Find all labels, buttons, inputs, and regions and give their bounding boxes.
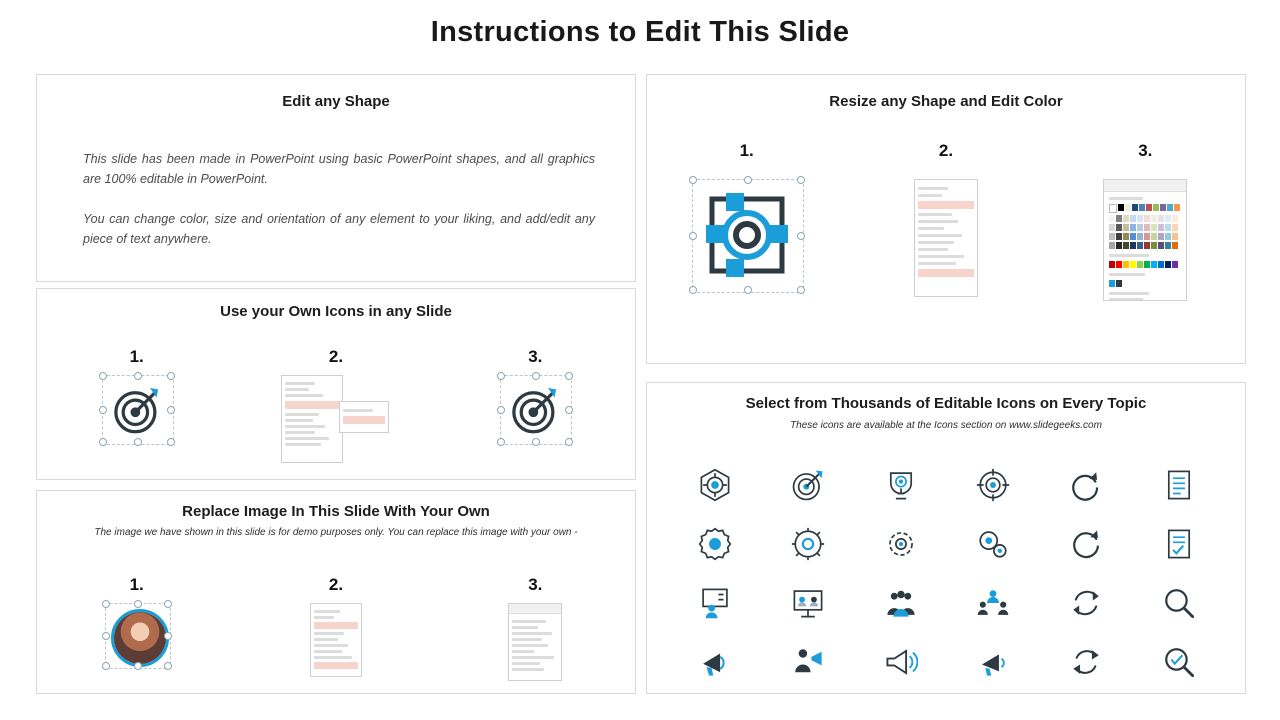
panel-own-icons xyxy=(36,288,636,480)
page-title: Instructions to Edit This Slide xyxy=(430,16,850,48)
announce-icon[interactable] xyxy=(976,645,1010,679)
step-number: 3. xyxy=(528,347,543,366)
target-arrow-icon[interactable] xyxy=(791,468,825,502)
step-number: 1. xyxy=(739,141,754,160)
panel-title-own-icons: Use your Own Icons in any Slide xyxy=(220,303,452,320)
gear-solid-icon[interactable] xyxy=(698,527,732,561)
person-speaker-icon[interactable] xyxy=(791,645,825,679)
replace-image-step-3 xyxy=(436,575,635,681)
step-number: 3. xyxy=(1138,141,1153,160)
checklist-document-icon[interactable] xyxy=(1162,527,1196,561)
sync-arrows-icon[interactable] xyxy=(1069,586,1103,620)
step-number: 1. xyxy=(129,347,144,366)
panel-icon-library xyxy=(646,382,1246,694)
portrait-photo xyxy=(111,609,169,667)
resize-shape-step-1 xyxy=(647,141,846,301)
own-icons-step-3 xyxy=(436,347,635,465)
icon-library-grid xyxy=(669,455,1225,691)
theme-colors-panel-mock[interactable] xyxy=(1103,179,1187,301)
step-number: 2. xyxy=(328,575,344,594)
portrait-photo-selected[interactable] xyxy=(105,603,169,667)
replace-image-step-2 xyxy=(236,575,435,681)
team-meeting-icon[interactable] xyxy=(976,586,1010,620)
resize-shape-steps xyxy=(647,141,1245,301)
panel-title-replace-image: Replace Image In This Slide With Your Own xyxy=(182,503,490,520)
selected-shape-mock[interactable] xyxy=(692,179,802,291)
puzzle-shape-icon xyxy=(692,179,802,291)
own-icons-steps xyxy=(37,347,635,465)
gears-pair-icon[interactable] xyxy=(976,527,1010,561)
target-scope-icon[interactable] xyxy=(976,468,1010,502)
panel-title-edit-shape: Edit any Shape xyxy=(282,93,390,110)
team-board-icon[interactable] xyxy=(791,586,825,620)
refresh-circle-icon[interactable] xyxy=(1069,527,1103,561)
target-trophy-icon[interactable] xyxy=(884,468,918,502)
search-check-icon[interactable] xyxy=(1162,645,1196,679)
edit-shape-paragraph-2: You can change color, size and orientation of any element to your liking, and add/edit any piece of text anywhere. xyxy=(83,212,595,246)
target-icon xyxy=(111,383,163,435)
replace-image-step-1 xyxy=(37,575,236,681)
context-menu-mock[interactable] xyxy=(914,179,978,297)
panel-edit-any-shape xyxy=(36,74,636,282)
resize-shape-step-3 xyxy=(1046,141,1245,301)
megaphone-icon[interactable] xyxy=(698,645,732,679)
target-crosshair-icon[interactable] xyxy=(698,468,732,502)
loudspeaker-icon[interactable] xyxy=(884,645,918,679)
format-picture-panel-mock[interactable] xyxy=(508,603,562,681)
own-icons-step-1 xyxy=(37,347,236,465)
cycle-arrows-icon[interactable] xyxy=(1069,645,1103,679)
target-icon-edited xyxy=(509,383,561,435)
step-number: 2. xyxy=(328,347,344,366)
panel-subtitle-replace-image: The image we have shown in this slide is for demo purposes only. You can replace this image with your own - xyxy=(94,527,578,538)
refresh-arrow-icon[interactable] xyxy=(1069,468,1103,502)
target-icon-selected[interactable] xyxy=(102,375,172,443)
panel-subtitle-icon-library: These icons are available at the Icons section on www.slidegeeks.com xyxy=(790,420,1102,431)
gear-outline-icon[interactable] xyxy=(791,527,825,561)
panel-title-icon-library: Select from Thousands of Editable Icons on Every Topic xyxy=(745,395,1147,412)
magnifier-icon[interactable] xyxy=(1162,586,1196,620)
panel-resize-shape xyxy=(646,74,1246,364)
step-number: 3. xyxy=(528,575,543,594)
context-menu-mock[interactable] xyxy=(281,375,391,465)
own-icons-step-2 xyxy=(236,347,435,465)
context-menu-mock[interactable] xyxy=(310,603,362,677)
step-number: 2. xyxy=(938,141,954,160)
target-icon-edited-selected[interactable] xyxy=(500,375,570,443)
document-list-icon[interactable] xyxy=(1162,468,1196,502)
resize-shape-step-2 xyxy=(846,141,1045,301)
replace-image-steps xyxy=(37,575,635,681)
edit-shape-paragraph-1: This slide has been made in PowerPoint using basic PowerPoint shapes, and all graphics are 100% editable in PowerPoint. xyxy=(83,152,595,186)
panel-replace-image xyxy=(36,490,636,694)
gear-dashed-icon[interactable] xyxy=(884,527,918,561)
step-number: 1. xyxy=(129,575,144,594)
panel-title-resize-shape: Resize any Shape and Edit Color xyxy=(829,93,1063,110)
person-presenter-icon[interactable] xyxy=(698,586,732,620)
group-people-icon[interactable] xyxy=(884,586,918,620)
